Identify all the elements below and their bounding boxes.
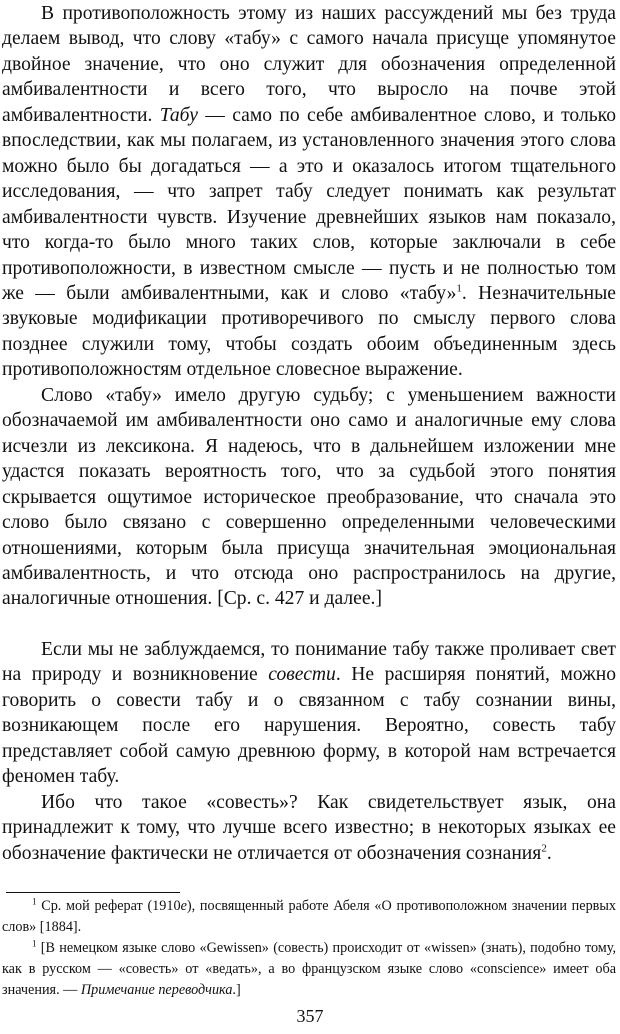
paragraph-3: Если мы не заблуждаемся, то понимание табу также проливает свет на природу и возникновение совести. Не расширяя понятий, можно говорить о совести табу и о связанном с табу сознании вины, возникающем после его нарушения. Вероятно, совесть табу представляет собой самую древнюю форму, в которой нам встречается феномен табу. xyxy=(2,638,616,788)
footnote-ref-2: 2 xyxy=(541,841,547,854)
emphasis-tabu: Табу xyxy=(159,104,198,126)
section-gap xyxy=(2,612,616,637)
paragraph-1: В противоположность этому из наших рассуждений мы без труда делаем вывод, что слову «табу» с самого начала присуще упомянутое двойное значение, что оно служит для обозначения определенной амбивалентности и всего того, что выросло на почве этой амбивалентности. Табу — само по себе амбивалентное слово, и только впоследствии, как мы полагаем, из установленного значения этого слова можно было бы догадаться — а это и оказалось итогом тщательного исследования, — что запрет табу следует понимать как результат амбивалентности чувств. Изучение древнейших языков нам показало, что когда-то было много таких слов, которые заключали в себе противоположности, в известном смысле — пусть и не полностью том же — были амбивалентными, как и слово «табу»$^1$. Незначительные звуковые модификации противоречивого по смыслу первого слова позднее служили тому, чтобы создать обоим объединенным здесь противоположностям отдельное словесное выражение. xyxy=(2,3,616,381)
main-text xyxy=(2,1,616,866)
footnote-1-mark: 1 xyxy=(32,896,37,907)
footnote-1: $^1$ Ср. мой реферат (1910е), посвященный работе Абеля «О противоположном значении первых слов» [1884]. xyxy=(2,896,616,935)
footnote-2: $^1$ [В немецком языке слово «Gewissen» (совесть) происходит от «wissen» (знать), подобно тому, как в русском — «совесть» от «ведать», а во французском языке слово «conscience» имеет оба значения. — Примечание переводчика.] xyxy=(2,938,616,998)
footnote-ref-1: 1 xyxy=(456,282,462,295)
footnote-separator xyxy=(6,892,180,893)
page-number: 357 xyxy=(296,1006,324,1026)
paragraph-4: Ибо что такое «совесть»? Как свидетельствует язык, она принадлежит к тому, что лучше всего известно; в некоторых языках ее обозначение фактически не отличается от обозначения сознания$^2$. xyxy=(2,791,616,864)
emphasis-sovest: совести xyxy=(268,664,336,686)
footnote-2-mark: 1 xyxy=(32,938,37,949)
translator-note: Примечание переводчика xyxy=(80,982,233,998)
footnotes xyxy=(2,896,616,1001)
paragraph-2: Слово «табу» имело другую судьбу; с уменьшением важности обозначаемой им амбивалентности оно само и аналогичные ему слова исчезли из лексикона. Я надеюсь, что в дальнейшем изложении мне удастся показать вероятность того, что за судьбой этого понятия скрывается ощутимое историческое преобразование, что сначала это слово было связано с совершенно определенными человеческими отношениями, которым была присуща значительная эмоциональная амбивалентность, и что отсюда оно распространилось на другие, аналогичные отношения. [Ср. с. 427 и далее.] xyxy=(2,384,616,610)
